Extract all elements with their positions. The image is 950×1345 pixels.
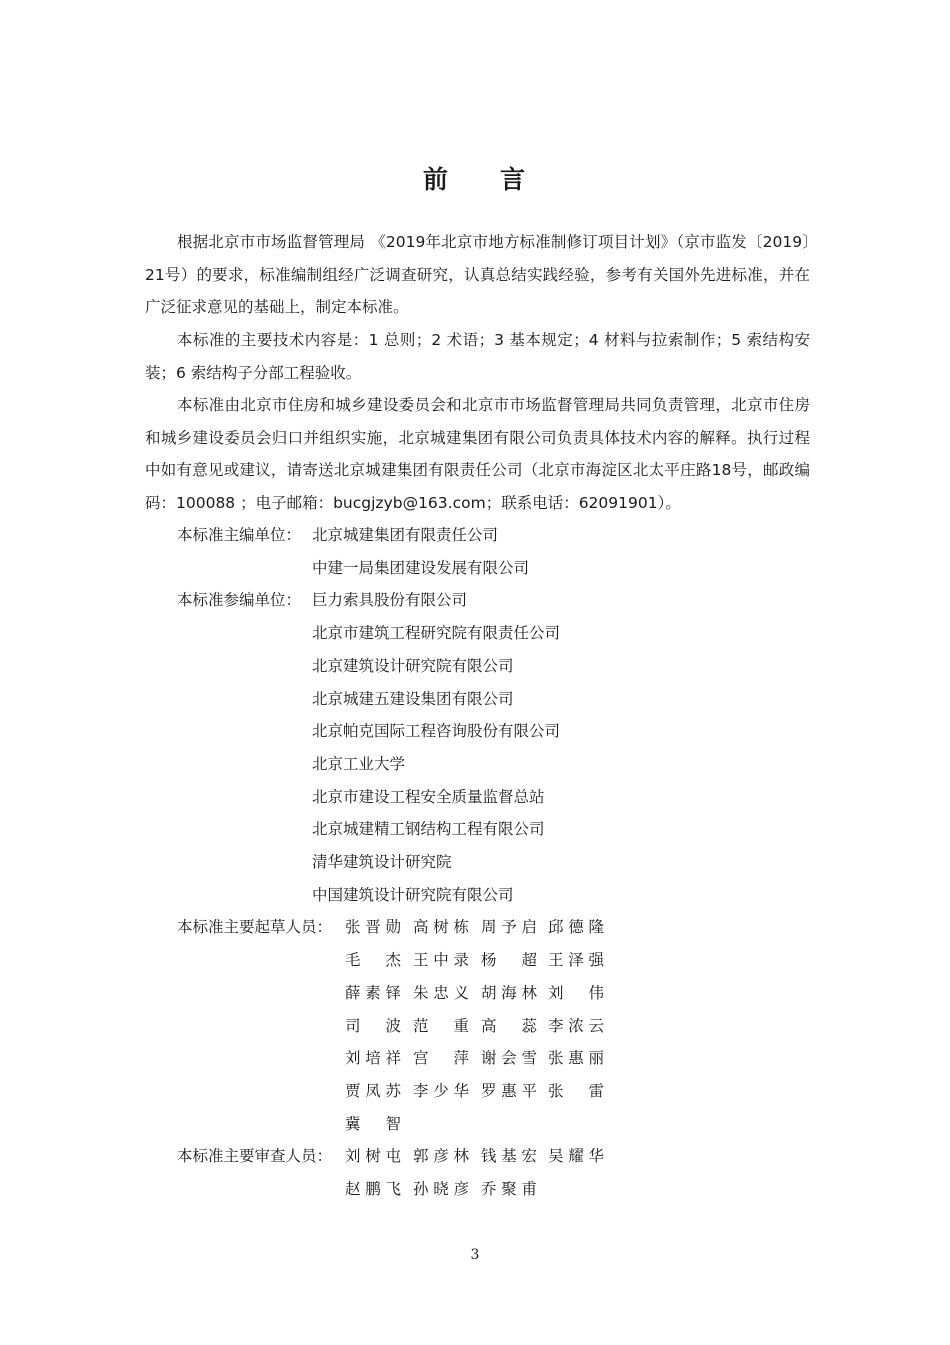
title-char-1: 前 [422, 165, 450, 194]
participating-unit-item: 北京帕克国际工程咨询股份有限公司 [312, 722, 561, 741]
drafter-name: 高 蕊 [481, 1016, 537, 1035]
reviewer-name: 吴耀华 [548, 1147, 604, 1166]
chief-units-label: 本标准主编单位： [177, 526, 302, 544]
drafter-name: 冀 智 [345, 1114, 401, 1133]
drafter-name: 贾凤苏 [345, 1081, 401, 1100]
drafter-name: 薛素铎 [345, 983, 401, 1002]
drafter-name: 刘 伟 [548, 983, 604, 1002]
drafter-name: 王泽强 [548, 951, 604, 970]
drafter-name: 罗惠平 [481, 1081, 537, 1100]
paragraph-basis: 根据北京市市场监督管理局 《2019年北京市地方标准制修订项目计划》（京市监发〔2019〕21号）的要求，标准编制组经广泛调查研究，认真总结实践经验，参考有关国外先进标准，并在广泛征求意见的基础上，制定本标准。 [145, 233, 810, 317]
drafter-name: 杨 超 [481, 951, 537, 970]
drafter-name: 毛 杰 [345, 951, 401, 970]
chief-unit-item: 北京城建集团有限责任公司 [312, 526, 499, 544]
chief-unit-item: 中建一局集团建设发展有限公司 [312, 558, 530, 577]
participating-unit-item: 北京市建筑工程研究院有限责任公司 [312, 624, 561, 643]
drafter-name: 宫 萍 [413, 1049, 469, 1068]
reviewer-name: 孙晓彦 [413, 1180, 469, 1198]
participating-unit-item: 北京建筑设计研究院有限公司 [312, 656, 514, 675]
participating-unit-item: 北京城建五建设集团有限公司 [312, 689, 514, 708]
drafter-name: 胡海林 [481, 983, 537, 1002]
drafter-name: 张 雷 [548, 1081, 604, 1100]
reviewer-name: 刘树屯 [345, 1147, 401, 1166]
participating-units-label: 本标准参编单位： [177, 591, 302, 610]
drafter-name: 邱德隆 [548, 918, 604, 937]
participating-unit-item: 中国建筑设计研究院有限公司 [312, 885, 514, 904]
participating-unit-item: 清华建筑设计研究院 [312, 853, 452, 871]
participating-unit-item: 北京工业大学 [312, 754, 406, 773]
reviewer-name: 钱基宏 [481, 1147, 537, 1166]
drafter-name: 范 重 [413, 1016, 469, 1035]
drafter-name: 司 波 [345, 1016, 401, 1035]
reviewer-name: 乔聚甫 [481, 1180, 537, 1198]
paragraph-contents: 本标准的主要技术内容是：1 总则；2 术语；3 基本规定；4 材料与拉索制作；5 索结构安装；6 索结构子分部工程验收。 [145, 331, 810, 382]
title-char-2: 言 [500, 165, 528, 194]
drafter-name: 李少华 [413, 1081, 469, 1100]
drafters-label: 本标准主要起草人员： [177, 918, 333, 937]
reviewer-name: 赵鹏飞 [345, 1180, 401, 1198]
participating-unit-item: 巨力索具股份有限公司 [312, 591, 468, 610]
paragraph-management: 本标准由北京市住房和城乡建设委员会和北京市市场监督管理局共同负责管理，北京市住房和城乡建设委员会归口并组织实施，北京城建集团有限公司负责具体技术内容的解释。执行过程中如有意见或建议，请寄送北京城建集团有限责任公司（北京市海淀区北太平庄路18号，邮政编码：100088 ；电子邮箱：bucgjzyb@163.com；联系电话：62091901）。 [145, 396, 810, 513]
drafter-name: 张晋勋 [345, 918, 401, 937]
drafter-name: 高树栋 [413, 918, 469, 937]
drafter-name: 李浓云 [548, 1016, 604, 1035]
drafter-name: 谢会雪 [481, 1049, 537, 1068]
reviewers-label: 本标准主要审查人员： [177, 1147, 333, 1166]
page-number: 3 [470, 1247, 480, 1263]
participating-unit-item: 北京市建设工程安全质量监督总站 [312, 787, 545, 806]
participating-unit-item: 北京城建精工钢结构工程有限公司 [312, 820, 545, 839]
drafter-name: 王中录 [413, 951, 469, 970]
reviewer-name: 郭彦林 [413, 1147, 469, 1166]
drafter-name: 朱忠义 [413, 983, 469, 1002]
drafter-name: 周予启 [481, 918, 537, 937]
page-title [0, 160, 950, 196]
drafter-name: 张惠丽 [548, 1049, 604, 1068]
drafter-name: 刘培祥 [345, 1049, 401, 1068]
